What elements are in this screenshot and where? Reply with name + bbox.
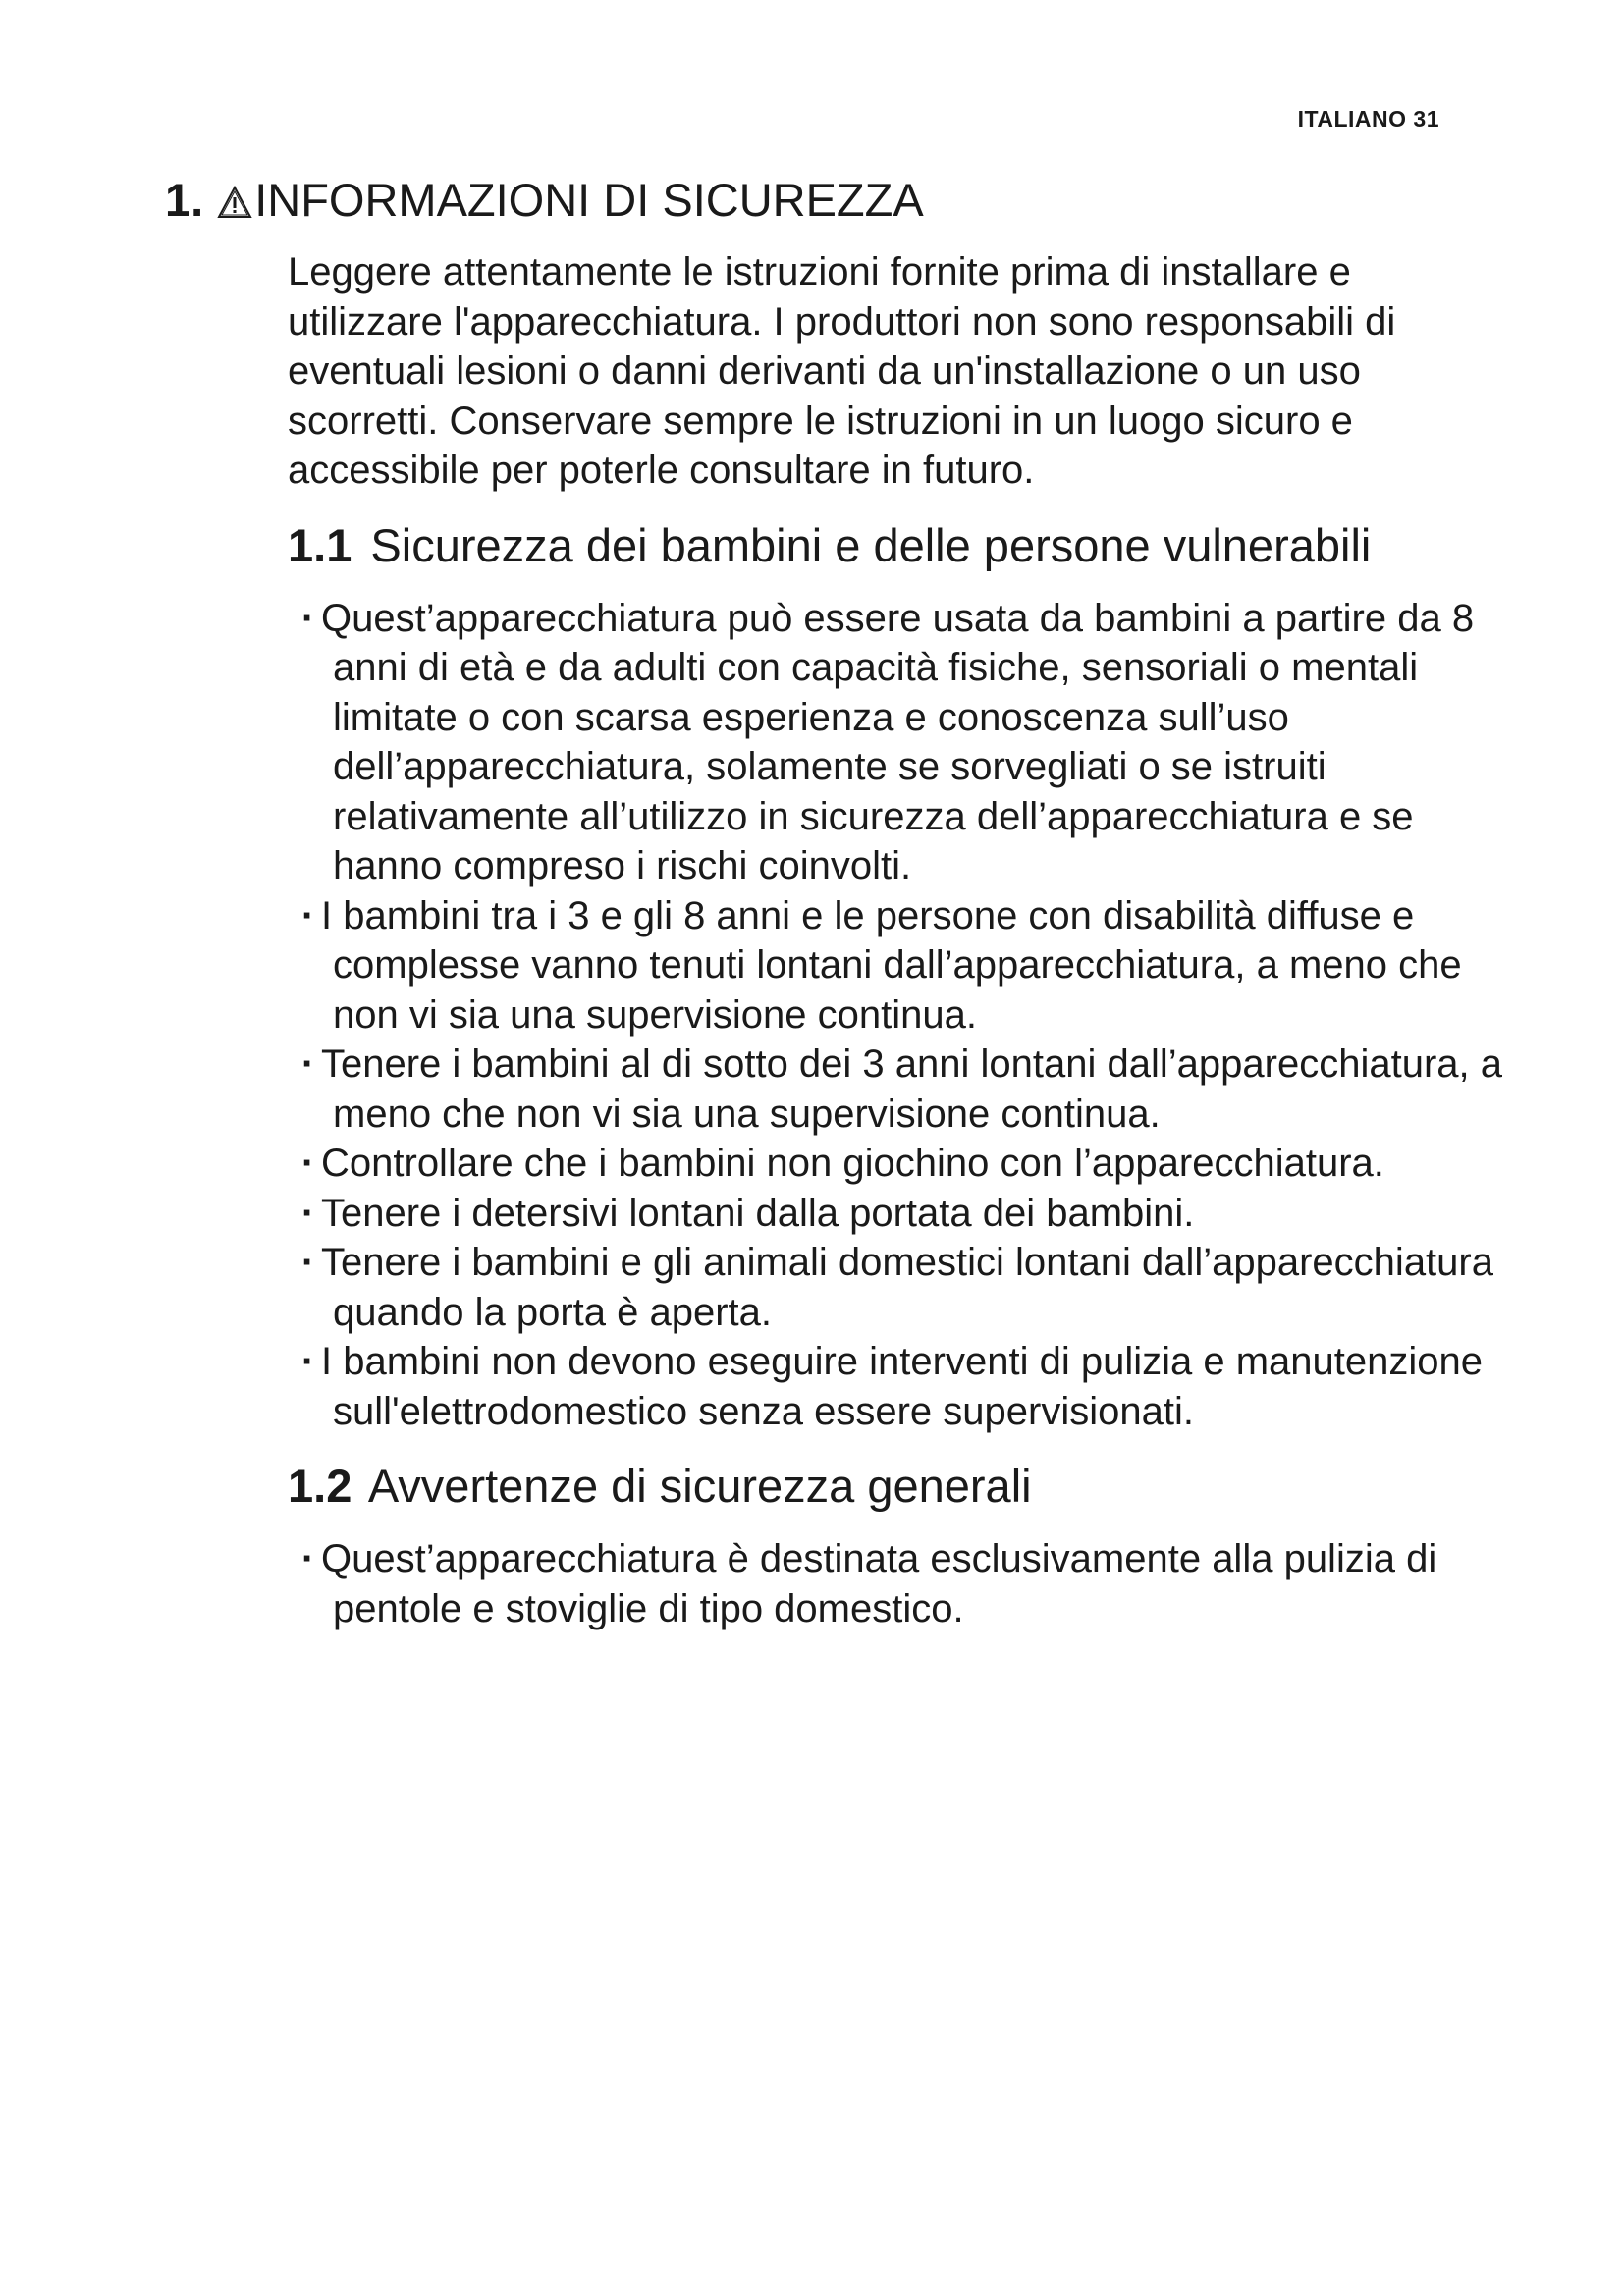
document-body [288, 247, 1505, 1633]
section-number: 1.1 [288, 518, 352, 571]
list-item-text: Tenere i bambini e gli animali domestici lontani dall’apparecchiatura quando la porta è aperta. [321, 1241, 1493, 1334]
bullet-icon: · [301, 1142, 315, 1185]
page-header: ITALIANO 31 [1297, 106, 1439, 132]
list-item [288, 1040, 1505, 1139]
list-item [288, 594, 1505, 891]
list-item-text: Quest’apparecchiatura può essere usata da bambini a partire da 8 anni di età e da adulti con capacità fisiche, sensoriali o mentali limitate o con scarsa esperienza e conoscenza sull’uso dell’apparecchiatura, solamente se sorvegliati o se istruiti relativamente all’utilizzo in sicurezza dell’apparecchiatura e se hanno compreso i rischi coinvolti. [321, 596, 1475, 887]
chapter-title-text: INFORMAZIONI DI SICUREZZA [254, 174, 924, 226]
section-title [288, 1460, 1505, 1513]
section-title-text: Sicurezza dei bambini e delle persone vulnerabili [370, 518, 1372, 571]
bullet-icon: · [301, 893, 315, 937]
list-item [288, 1189, 1505, 1239]
bullet-icon: · [301, 596, 315, 640]
list-item-text: Controllare che i bambini non giochino con l’apparecchiatura. [321, 1142, 1384, 1185]
intro-paragraph: Leggere attentamente le istruzioni fornite prima di installare e utilizzare l'apparecchiatura. I produttori non sono responsabili di eventuali lesioni o danni derivanti da un'installazione o un uso scorretti. Conservare sempre le istruzioni in un luogo sicuro e accessibile per poterle consultare in futuro. [288, 250, 1396, 492]
list-item [288, 1238, 1505, 1337]
bullet-icon: · [301, 1340, 315, 1383]
list-item [288, 1534, 1505, 1633]
section-1-1 [288, 519, 1505, 1437]
section-title-text: Avvertenze di sicurezza generali [367, 1460, 1032, 1512]
list-item-text: Quest’apparecchiatura è destinata esclusivamente alla pulizia di pentole e stoviglie di tipo domestico. [321, 1537, 1437, 1630]
bullet-icon: · [301, 1191, 315, 1235]
list-item-text: I bambini tra i 3 e gli 8 anni e le persone con disabilità diffuse e complesse vanno tenuti lontani dall’apparecchiatura, a meno che non vi sia una supervisione continua. [321, 893, 1462, 1037]
list-item [288, 1337, 1505, 1436]
list-item [288, 891, 1505, 1041]
bullet-list [288, 594, 1505, 1437]
bullet-icon: · [301, 1241, 315, 1284]
chapter-number: 1. [165, 174, 204, 226]
bullet-list [288, 1534, 1505, 1633]
list-item-text: Tenere i bambini al di sotto dei 3 anni lontani dall’apparecchiatura, a meno che non vi sia una supervisione continua. [321, 1042, 1502, 1136]
list-item-text: Tenere i detersivi lontani dalla portata dei bambini. [321, 1191, 1195, 1235]
chapter-title [165, 173, 924, 228]
warning-triangle-icon [217, 186, 252, 219]
list-item [288, 1139, 1505, 1189]
section-number: 1.2 [288, 1460, 352, 1512]
bullet-icon: · [301, 1042, 315, 1086]
section-1-2 [288, 1460, 1505, 1633]
bullet-icon: · [301, 1537, 315, 1580]
list-item-text: I bambini non devono eseguire interventi di pulizia e manutenzione sull'elettrodomestico senza essere supervisionati. [321, 1340, 1483, 1433]
section-title [288, 519, 1505, 572]
